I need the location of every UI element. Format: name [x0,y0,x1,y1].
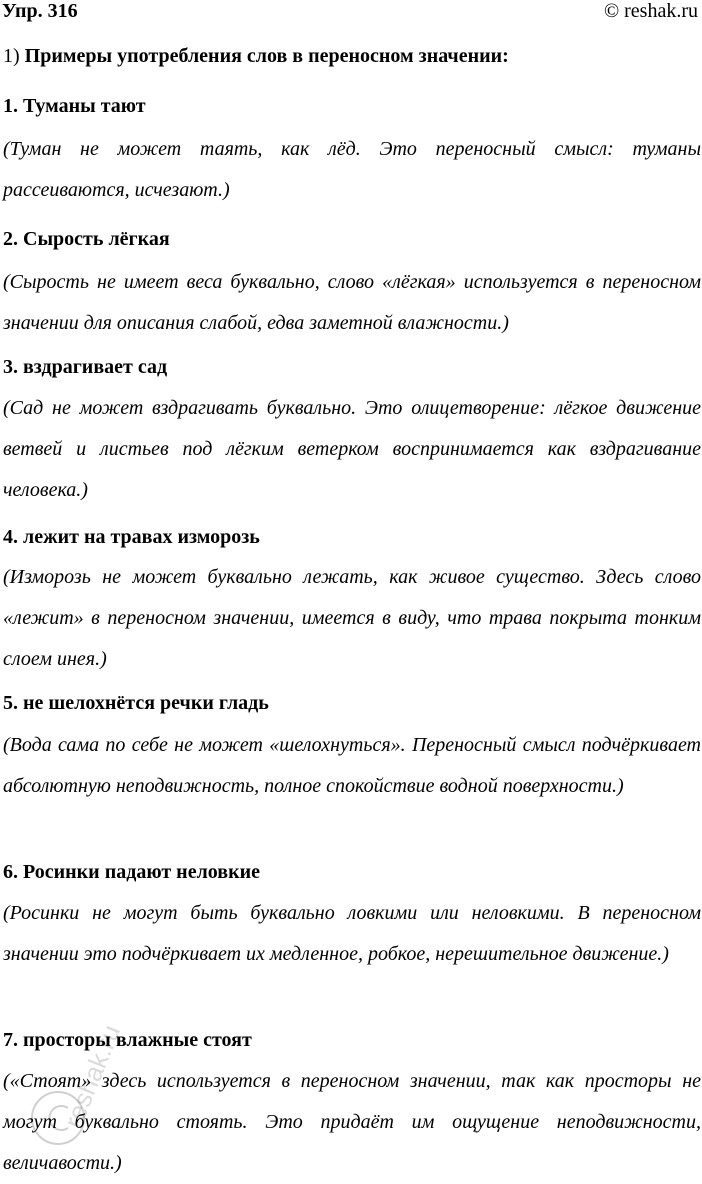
page-header [0,0,702,26]
watermark-text: reshak.ru [57,1020,127,1133]
item-title: 1. Туманы тают [3,95,146,117]
item-title: 3. вздрагивает сад [3,356,168,378]
item-explanation: (Туман не может таять, как лёд. Это переносный смысл: туманы рассеиваются, исчезают.) [3,138,701,201]
item-title: 2. Сырость лёгкая [3,228,170,250]
item-title: 6. Росинки падают неловкие [3,861,261,883]
item-explanation: (Сырость не имеет веса буквально, слово «лёгкая» используется в переносном значении для описания слабой, едва заметной влажности.) [3,271,701,334]
item-explanation: (Росинки не могут быть буквально ловкими или неловкими. В переносном значении это подчёркивает их медленное, робкое, нерешительное движение.) [3,902,701,965]
item-title: 5. не шелохнётся речки гладь [3,692,269,714]
item-explanation: («Стоят» здесь используется в переносном значении, так как просторы не могут буквально стоять. Это придаёт им ощущение неподвижности, величавости.) [3,1070,701,1174]
section-title: Примеры употребления слов в переносном значении: [24,45,509,67]
section-heading [3,45,509,68]
section-number: 1) [3,45,20,67]
item-explanation: (Изморозь не может буквально лежать, как живое существо. Здесь слово «лежит» в переносном значении, имеется в виду, что трава покрыта тонким слоем инея.) [3,566,701,670]
item-title: 7. просторы влажные стоят [3,1029,252,1051]
exercise-number: Упр. 316 [2,0,78,22]
item-title: 4. лежит на травах изморозь [3,526,260,548]
copyright-label: © reshak.ru [603,0,698,22]
item-explanation: (Вода сама по себе не может «шелохнуться». Переносный смысл подчёркивает абсолютную неподвижность, полное спокойствие водной поверхности.) [3,734,701,797]
item-explanation: (Сад не может вздрагивать буквально. Это олицетворение: лёгкое движение ветвей и листьев под лёгким ветерком воспринимается как вздрагивание человека.) [3,397,701,501]
